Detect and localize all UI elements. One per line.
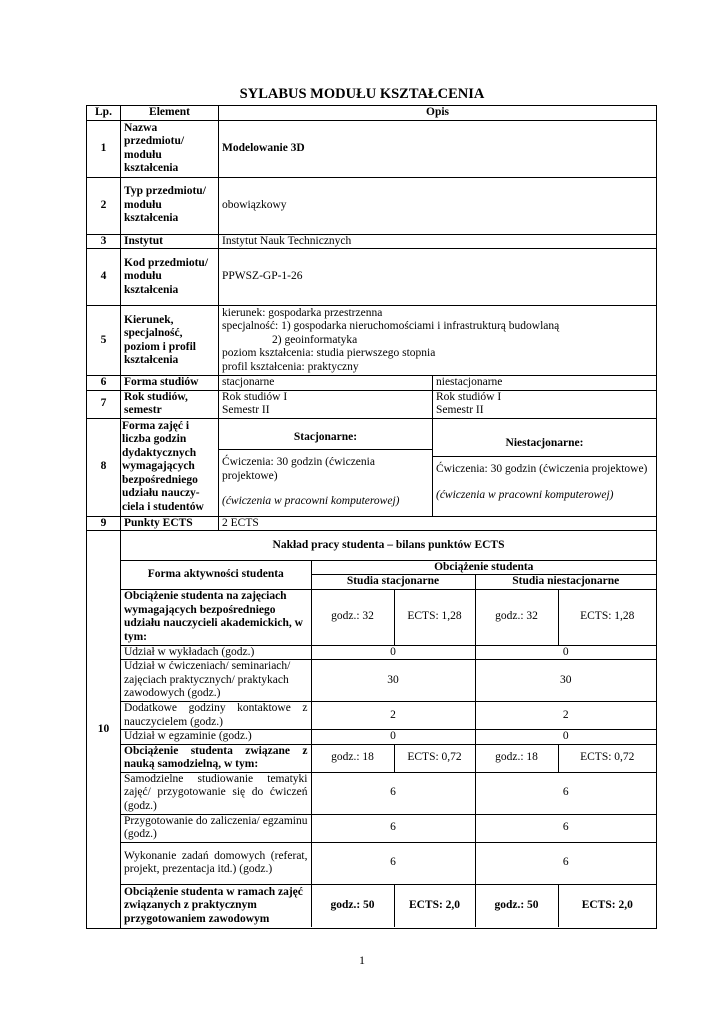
row-lp: 3	[87, 234, 121, 249]
niestac-godz: godz.: 32	[475, 589, 558, 645]
row-element: Nazwa przedmiotu/ modułu kształcenia	[121, 120, 219, 177]
header-lp: Lp.	[87, 106, 121, 121]
document-title: SYLABUS MODUŁU KSZTAŁCENIA	[239, 86, 485, 102]
page-number: 1	[359, 953, 365, 967]
specjalnosc-line-2: 2) geoinformatyka	[272, 333, 358, 346]
ects-balance-cell	[121, 531, 657, 929]
activity-label: Udział w egzaminie (godz.)	[121, 730, 311, 745]
ects-balance-table	[121, 531, 656, 927]
stac-value: 2	[311, 702, 475, 730]
stac-godz: godz.: 18	[311, 744, 394, 772]
activity-label: Obciążenie studenta związane z nauką samodzielną, w tym:	[121, 744, 311, 772]
row-6	[87, 376, 657, 391]
specjalnosc-line: specjalność: 1) gospodarka nieruchomościami i infrastrukturą budowlaną	[222, 320, 560, 333]
stac-ects: ECTS: 2,0	[394, 884, 475, 927]
stac-godz: godz.: 50	[311, 884, 394, 927]
col-niestac: Studia niestacjonarne	[475, 575, 656, 590]
row-lp: 9	[87, 516, 121, 531]
row-element: Typ przedmiotu/ modułu kształcenia	[121, 177, 219, 234]
kierunek-line: kierunek: gospodarka przestrzenna	[222, 306, 383, 319]
niestac-ects: ECTS: 1,28	[558, 589, 656, 645]
stac-value: 0	[311, 645, 475, 660]
row-value: Modelowanie 3D	[219, 120, 657, 177]
stac-cwiczenia: Ćwiczenia: 30 godzin (ćwiczenia projektowe)	[222, 456, 375, 482]
activity-label: Obciążenie studenta w ramach zajęć związanych z praktycznym przygotowaniem zawodowym	[121, 884, 311, 927]
row-value: PPWSZ-GP-1-26	[219, 249, 657, 306]
col-activity: Forma aktywności studenta	[121, 560, 311, 589]
niestac-value: 6	[475, 842, 656, 884]
header-row	[87, 106, 657, 121]
row-value: obowiązkowy	[219, 177, 657, 234]
stac-value: 6	[311, 842, 475, 884]
row-2	[87, 177, 657, 234]
activity-label: Przygotowanie do zaliczenia/ egzaminu (godz.)	[121, 814, 311, 842]
row-value	[219, 306, 657, 376]
niestac-forma	[433, 418, 657, 516]
niestac-value: niestacjonarne	[433, 376, 657, 391]
row-element: Kod przedmiotu/ modułu kształcenia	[121, 249, 219, 306]
row-lp: 10	[87, 531, 121, 929]
stac-rok: Rok studiów I	[222, 390, 288, 403]
row-lp: 4	[87, 249, 121, 306]
niestac-rok: Rok studiów I	[436, 390, 502, 403]
niestac-head: Niestacjonarne:	[433, 432, 656, 457]
row-element: Forma zajęć i liczba godzin dydaktycznych wymagających bezpośredniego udziału nauczy-ciela i studentów	[121, 418, 219, 516]
stac-value: 0	[311, 730, 475, 745]
row-lp: 7	[87, 390, 121, 418]
activity-label: Dodatkowe godziny kontaktowe z nauczycielem (godz.)	[121, 702, 311, 730]
row-1	[87, 120, 657, 177]
niestac-ects: ECTS: 2,0	[558, 884, 656, 927]
niestac-semestr: Semestr II	[436, 404, 484, 416]
row-4	[87, 249, 657, 306]
niestac-value: 6	[475, 772, 656, 814]
row-value: 2 ECTS	[219, 516, 657, 531]
poziom-line: poziom kształcenia: studia pierwszego stopnia	[222, 347, 436, 360]
stac-ects: ECTS: 0,72	[394, 744, 475, 772]
stac-value: stacjonarne	[219, 376, 433, 391]
header-opis: Opis	[219, 106, 657, 121]
row-lp: 8	[87, 418, 121, 516]
stac-head: Stacjonarne:	[219, 425, 432, 450]
activity-label: Samodzielne studiowanie tematyki zajęć/ przygotowanie się do ćwiczeń (godz.)	[121, 772, 311, 814]
niestac-godz: godz.: 18	[475, 744, 558, 772]
stac-value: 30	[311, 660, 475, 702]
stac-godz: godz.: 32	[311, 589, 394, 645]
stac-pracownia: (ćwiczenia w pracowni komputerowej)	[222, 495, 400, 508]
row-lp: 1	[87, 120, 121, 177]
activity-label: Udział w wykładach (godz.)	[121, 645, 311, 660]
niestac-cwiczenia: Ćwiczenia: 30 godzin (ćwiczenia projektowe)	[436, 463, 648, 475]
row-10	[87, 531, 657, 929]
activity-label: Udział w ćwiczeniach/ seminariach/ zajęciach praktycznych/ praktykach zawodowych (godz.)	[121, 660, 311, 702]
row-7	[87, 390, 657, 418]
profil-line: profil kształcenia: praktyczny	[222, 360, 359, 373]
niestac-ects: ECTS: 0,72	[558, 744, 656, 772]
row-9	[87, 516, 657, 531]
niestac-value: 6	[475, 814, 656, 842]
niestac-pracownia: (ćwiczenia w pracowni komputerowej)	[436, 488, 614, 501]
niestac-value	[433, 390, 657, 418]
row-8	[87, 418, 657, 516]
niestac-value: 30	[475, 660, 656, 702]
activity-label: Wykonanie zadań domowych (referat, projekt, prezentacja itd.) (godz.)	[121, 842, 311, 884]
ects-caption: Nakład pracy studenta – bilans punktów ECTS	[121, 531, 656, 560]
row-lp: 2	[87, 177, 121, 234]
row-element: Rok studiów, semestr	[121, 390, 219, 418]
niestac-value: 0	[475, 645, 656, 660]
syllabus-table	[86, 105, 657, 929]
niestac-godz: godz.: 50	[475, 884, 558, 927]
activity-label: Obciążenie studenta na zajęciach wymagających bezpośredniego udziału nauczycieli akademickich, w tym:	[121, 589, 311, 645]
header-element: Element	[121, 106, 219, 121]
row-element: Punkty ECTS	[121, 516, 219, 531]
niestac-value: 2	[475, 702, 656, 730]
row-element: Forma studiów	[121, 376, 219, 391]
row-3	[87, 234, 657, 249]
stac-semestr: Semestr II	[222, 404, 270, 416]
row-value: Instytut Nauk Technicznych	[219, 234, 657, 249]
row-element: Kierunek, specjalność, poziom i profil kształcenia	[121, 306, 219, 376]
row-lp: 6	[87, 376, 121, 391]
stac-value	[219, 390, 433, 418]
row-element: Instytut	[121, 234, 219, 249]
stac-forma	[219, 418, 433, 516]
niestac-value: 0	[475, 730, 656, 745]
row-lp: 5	[87, 306, 121, 376]
stac-ects: ECTS: 1,28	[394, 589, 475, 645]
stac-value: 6	[311, 772, 475, 814]
col-load: Obciążenie studenta	[311, 560, 656, 575]
row-5	[87, 306, 657, 376]
stac-value: 6	[311, 814, 475, 842]
col-stac: Studia stacjonarne	[311, 575, 475, 590]
